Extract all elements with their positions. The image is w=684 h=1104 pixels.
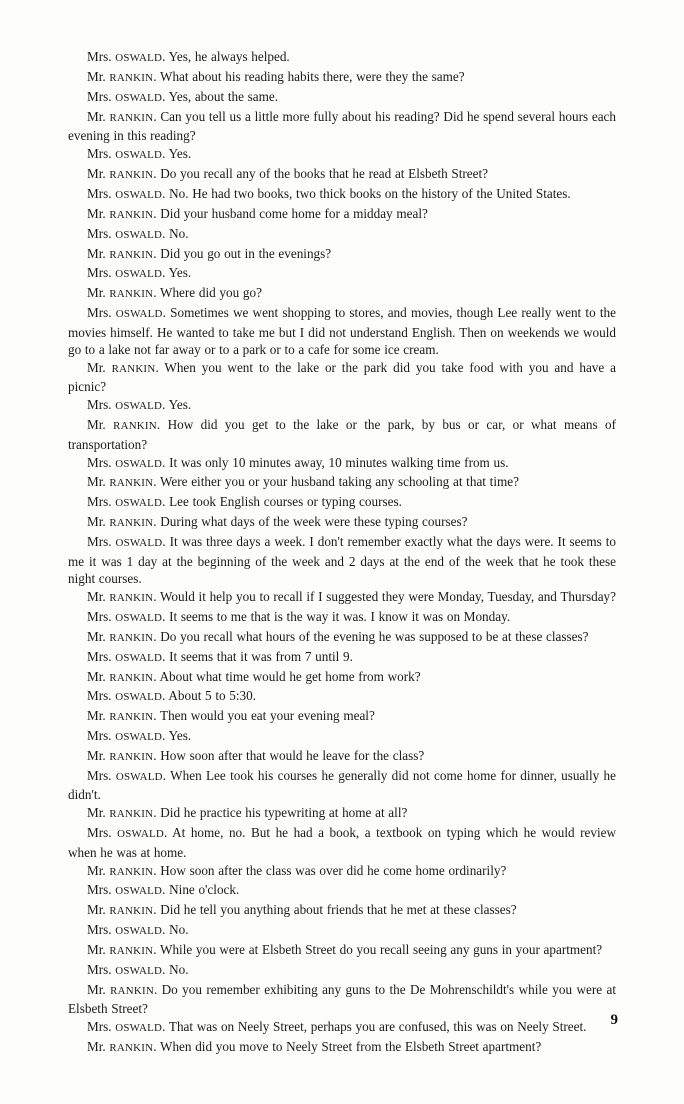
speaker-name: RANKIN [109, 671, 154, 684]
speaker-name: OSWALD [115, 188, 163, 201]
speaker-name: OSWALD [115, 149, 163, 162]
transcript-line [68, 304, 616, 358]
speaker-title: Mr. [87, 982, 106, 997]
transcript-line [68, 493, 616, 512]
speaker-name: RANKIN [109, 945, 154, 958]
speaker-label: Mrs. OSWALD. [87, 265, 169, 281]
line-text: Were either you or your husband taking any schooling at that time? [160, 474, 519, 490]
speaker-title: Mr. [87, 862, 106, 878]
speaker-title: Mrs. [87, 1019, 112, 1035]
transcript-line [68, 68, 616, 87]
speaker-title: Mrs. [87, 49, 112, 64]
speaker-title: Mrs. [87, 146, 112, 162]
speaker-label: Mr. RANKIN. [87, 805, 161, 821]
line-text: It seems to me that is the way it was. I know it was on Monday. [169, 608, 511, 624]
speaker-label: Mrs. OSWALD. [87, 648, 170, 664]
speaker-name: RANKIN [109, 808, 154, 821]
speaker-label: Mr. RANKIN. [87, 1039, 161, 1055]
speaker-name: RANKIN [109, 905, 154, 918]
transcript-line [68, 608, 616, 627]
line-text: When Lee took his courses he generally did not come home for dinner, usually he didn't. [68, 768, 616, 803]
line-text: Nine o'clock. [169, 882, 240, 898]
speaker-label: Mr. RANKIN. [87, 245, 161, 261]
line-text: How did you get to the lake or the park, by bus or car, or what means of transportation? [68, 417, 617, 452]
line-text: Where did you go? [160, 285, 262, 301]
speaker-label: Mrs. OSWALD. [87, 825, 173, 841]
speaker-title: Mr. [87, 68, 106, 84]
speaker-title: Mrs. [87, 688, 112, 704]
line-text: Did your husband come home for a midday meal? [160, 205, 428, 221]
speaker-title: Mrs. [87, 534, 112, 550]
speaker-name: RANKIN [109, 751, 154, 764]
line-text: Did he tell you anything about friends that he met at these classes? [160, 902, 517, 918]
speaker-title: Mr. [87, 417, 106, 433]
speaker-title: Mrs. [87, 494, 112, 510]
line-text: It was three days a week. I don't remember exactly what the days were. It seems to me it was 1 day at the beginning of the week and 2 days at the end of the week that he took these night courses. [68, 534, 616, 586]
speaker-label: Mrs. OSWALD. [87, 454, 170, 470]
speaker-title: Mr. [87, 805, 106, 821]
speaker-name: OSWALD [115, 268, 163, 281]
transcript-line [68, 648, 616, 667]
speaker-name: OSWALD [115, 771, 163, 784]
speaker-title: Mrs. [87, 882, 112, 898]
line-text: During what days of the week were these typing courses? [160, 514, 468, 530]
transcript-line [68, 454, 616, 473]
line-text: Lee took English courses or typing courses. [169, 494, 402, 510]
speaker-name: RANKIN [109, 865, 154, 878]
speaker-label: Mrs. OSWALD. [87, 882, 170, 898]
transcript-line [68, 108, 616, 145]
speaker-title: Mr. [87, 902, 106, 918]
transcript-line [68, 245, 616, 264]
speaker-label: Mrs. OSWALD. [87, 494, 170, 510]
speaker-title: Mrs. [87, 305, 112, 321]
speaker-title: Mrs. [87, 768, 112, 784]
speaker-label: Mr. RANKIN. [87, 668, 160, 684]
line-text: No. He had two books, two thick books on the history of the United States. [169, 185, 571, 201]
transcript-line [68, 727, 616, 746]
speaker-title: Mrs. [87, 962, 112, 978]
speaker-name: RANKIN [111, 363, 156, 375]
speaker-label: Mr. RANKIN. [87, 902, 161, 918]
transcript-line [68, 145, 616, 164]
line-text: What about his reading habits there, were they the same? [160, 68, 465, 84]
speaker-label: Mrs. OSWALD. [87, 768, 171, 784]
line-text: When you went to the lake or the park did you take food with you and have a picnic? [68, 360, 616, 395]
speaker-label: Mr. RANKIN. [87, 748, 161, 764]
transcript-line [68, 824, 616, 861]
line-text: It seems that it was from 7 until 9. [169, 648, 353, 664]
speaker-name: OSWALD [115, 691, 163, 704]
transcript-line [68, 628, 616, 647]
speaker-title: Mr. [87, 474, 106, 490]
transcript-line [68, 767, 616, 804]
line-text: Yes. [168, 265, 192, 281]
transcript-line [68, 921, 616, 940]
line-text: How soon after that would he leave for the class? [160, 748, 425, 764]
speaker-label: Mr. RANKIN. [87, 68, 161, 84]
speaker-name: RANKIN [109, 631, 154, 644]
line-text: Did you go out in the evenings? [160, 245, 332, 261]
speaker-title: Mrs. [87, 728, 112, 744]
line-text: How soon after the class was over did he come home ordinarily? [160, 862, 507, 878]
speaker-name: OSWALD [115, 965, 163, 978]
speaker-name: OSWALD [117, 828, 164, 841]
transcript-line [68, 88, 616, 107]
line-text: Then would you eat your evening meal? [160, 708, 375, 724]
line-text: That was on Neely Street, perhaps you are confused, this was on Neely Street. [168, 1019, 587, 1035]
transcript-line [68, 359, 616, 396]
speaker-label: Mr. RANKIN. [87, 628, 161, 644]
transcript-line [68, 668, 616, 687]
transcript-body [68, 48, 616, 1058]
speaker-label: Mrs. OSWALD. [87, 49, 169, 64]
line-text: About what time would he get home from work? [159, 668, 421, 684]
speaker-label: Mrs. OSWALD. [87, 305, 171, 321]
speaker-label: Mr. RANKIN. [87, 285, 161, 301]
speaker-name: OSWALD [115, 52, 163, 64]
speaker-name: RANKIN [113, 420, 157, 433]
speaker-title: Mrs. [87, 922, 112, 938]
line-text: Yes, he always helped. [168, 49, 290, 64]
line-text: Yes. [168, 397, 192, 413]
speaker-name: RANKIN [109, 168, 154, 181]
transcript-line [68, 396, 616, 415]
speaker-label: Mr. RANKIN. [87, 514, 161, 530]
speaker-title: Mr. [87, 588, 106, 604]
speaker-label: Mr. RANKIN. [87, 708, 161, 724]
speaker-title: Mrs. [87, 88, 112, 104]
speaker-title: Mrs. [87, 825, 112, 841]
transcript-line [68, 881, 616, 900]
line-text: It was only 10 minutes away, 10 minutes walking time from us. [169, 454, 509, 470]
transcript-line [68, 747, 616, 766]
speaker-title: Mrs. [87, 397, 112, 413]
speaker-label: Mr. RANKIN. [87, 862, 161, 878]
speaker-name: OSWALD [115, 731, 163, 744]
transcript-line [68, 225, 616, 244]
transcript-line [68, 961, 616, 980]
speaker-name: RANKIN [109, 477, 154, 490]
speaker-label: Mrs. OSWALD. [87, 688, 169, 704]
speaker-title: Mrs. [87, 265, 112, 281]
transcript-line [68, 185, 616, 204]
transcript-line [68, 941, 616, 960]
speaker-label: Mrs. OSWALD. [87, 728, 169, 744]
transcript-line [68, 901, 616, 920]
speaker-name: OSWALD [115, 457, 163, 470]
speaker-label: Mrs. OSWALD. [87, 225, 170, 241]
speaker-name: OSWALD [115, 308, 163, 321]
speaker-title: Mr. [87, 165, 106, 181]
speaker-title: Mr. [87, 708, 106, 724]
speaker-label: Mr. RANKIN. [87, 982, 162, 997]
transcript-line [68, 687, 616, 706]
line-text: Yes, about the same. [168, 88, 279, 104]
transcript-line [68, 284, 616, 303]
speaker-title: Mr. [87, 205, 106, 221]
speaker-name: OSWALD [115, 91, 163, 104]
speaker-title: Mr. [87, 360, 106, 375]
transcript-line [68, 48, 616, 67]
line-text: Yes. [168, 728, 192, 744]
line-text: At home, no. But he had a book, a textbook on typing which he would review when he was at home. [68, 825, 616, 860]
line-text: No. [169, 922, 189, 938]
speaker-label: Mr. RANKIN. [87, 588, 161, 604]
speaker-name: RANKIN [109, 711, 154, 724]
transcript-line [68, 804, 616, 823]
speaker-title: Mr. [87, 628, 106, 644]
speaker-title: Mrs. [87, 648, 112, 664]
speaker-name: RANKIN [109, 517, 154, 530]
line-text: Do you recall any of the books that he read at Elsbeth Street? [160, 165, 489, 181]
speaker-label: Mr. RANKIN. [87, 165, 161, 181]
speaker-name: RANKIN [109, 248, 154, 261]
speaker-name: RANKIN [110, 985, 154, 997]
speaker-label: Mrs. OSWALD. [87, 397, 169, 413]
speaker-title: Mrs. [87, 608, 112, 624]
speaker-label: Mrs. OSWALD. [87, 608, 170, 624]
speaker-label: Mrs. OSWALD. [87, 962, 170, 978]
speaker-label: Mr. RANKIN. [87, 474, 161, 490]
speaker-name: RANKIN [109, 288, 154, 301]
speaker-label: Mrs. OSWALD. [87, 185, 170, 201]
speaker-name: RANKIN [109, 71, 154, 84]
transcript-line [68, 588, 616, 607]
speaker-label: Mrs. OSWALD. [87, 1019, 169, 1035]
page-number: 9 [610, 1012, 618, 1028]
speaker-title: Mr. [87, 748, 106, 764]
speaker-label: Mrs. OSWALD. [87, 146, 169, 162]
speaker-name: OSWALD [115, 497, 163, 510]
speaker-title: Mr. [87, 668, 106, 684]
transcript-line [68, 205, 616, 224]
speaker-name: OSWALD [115, 1022, 163, 1035]
line-text: No. [169, 225, 189, 241]
speaker-title: Mrs. [87, 454, 112, 470]
transcript-line [68, 264, 616, 283]
speaker-name: RANKIN [109, 208, 154, 221]
transcript-line [68, 707, 616, 726]
line-text: About 5 to 5:30. [168, 688, 257, 704]
speaker-name: RANKIN [109, 591, 154, 604]
speaker-name: OSWALD [115, 651, 163, 664]
line-text: Sometimes we went shopping to stores, and movies, though Lee really went to the movies himself. He wanted to take me but I did not understand English. Then on weekends we would go to a lake not far away or to a park or to a cafe for some ice cream. [68, 305, 617, 358]
transcript-line [68, 165, 616, 184]
speaker-label: Mrs. OSWALD. [87, 88, 169, 104]
speaker-title: Mr. [87, 1039, 106, 1055]
transcript-line [68, 1018, 616, 1037]
transcript-line [68, 981, 616, 1018]
speaker-name: RANKIN [109, 1042, 154, 1055]
line-text: Would it help you to recall if I suggested they were Monday, Tuesday, and Thursday? [160, 588, 617, 604]
speaker-label: Mrs. OSWALD. [87, 922, 170, 938]
transcript-line [68, 1038, 616, 1057]
line-text: While you were at Elsbeth Street do you recall seeing any guns in your apartment? [160, 942, 603, 958]
speaker-name: OSWALD [115, 885, 163, 898]
transcript-line [68, 533, 616, 587]
speaker-name: RANKIN [109, 111, 154, 124]
speaker-name: OSWALD [115, 925, 163, 938]
speaker-name: OSWALD [115, 400, 163, 413]
speaker-title: Mrs. [87, 185, 112, 201]
line-text: Do you remember exhibiting any guns to the De Mohrenschildt's while you were at Elsbeth Street? [68, 982, 616, 1017]
speaker-label: Mr. RANKIN. [87, 942, 161, 958]
line-text: Did he practice his typewriting at home at all? [160, 805, 408, 821]
speaker-label: Mr. RANKIN. [87, 360, 165, 375]
line-text: Can you tell us a little more fully about his reading? Did he spend several hours each evening in this reading? [68, 108, 616, 144]
speaker-title: Mr. [87, 514, 106, 530]
transcript-line [68, 473, 616, 492]
transcript-line [68, 862, 616, 881]
line-text: Do you recall what hours of the evening he was supposed to be at these classes? [160, 628, 589, 644]
speaker-title: Mr. [87, 285, 106, 301]
speaker-name: OSWALD [115, 228, 163, 241]
line-text: No. [169, 962, 189, 978]
transcript-line [68, 416, 616, 453]
speaker-title: Mr. [87, 245, 106, 261]
speaker-title: Mr. [87, 942, 106, 958]
speaker-label: Mr. RANKIN. [87, 417, 168, 433]
speaker-label: Mr. RANKIN. [87, 108, 161, 124]
speaker-title: Mrs. [87, 225, 112, 241]
line-text: When did you move to Neely Street from the Elsbeth Street apartment? [160, 1039, 542, 1055]
speaker-label: Mrs. OSWALD. [87, 534, 170, 550]
line-text: Yes. [168, 146, 192, 162]
speaker-name: OSWALD [115, 537, 163, 550]
speaker-name: OSWALD [115, 611, 163, 624]
speaker-title: Mr. [87, 108, 106, 124]
speaker-label: Mr. RANKIN. [87, 205, 161, 221]
transcript-line [68, 513, 616, 532]
